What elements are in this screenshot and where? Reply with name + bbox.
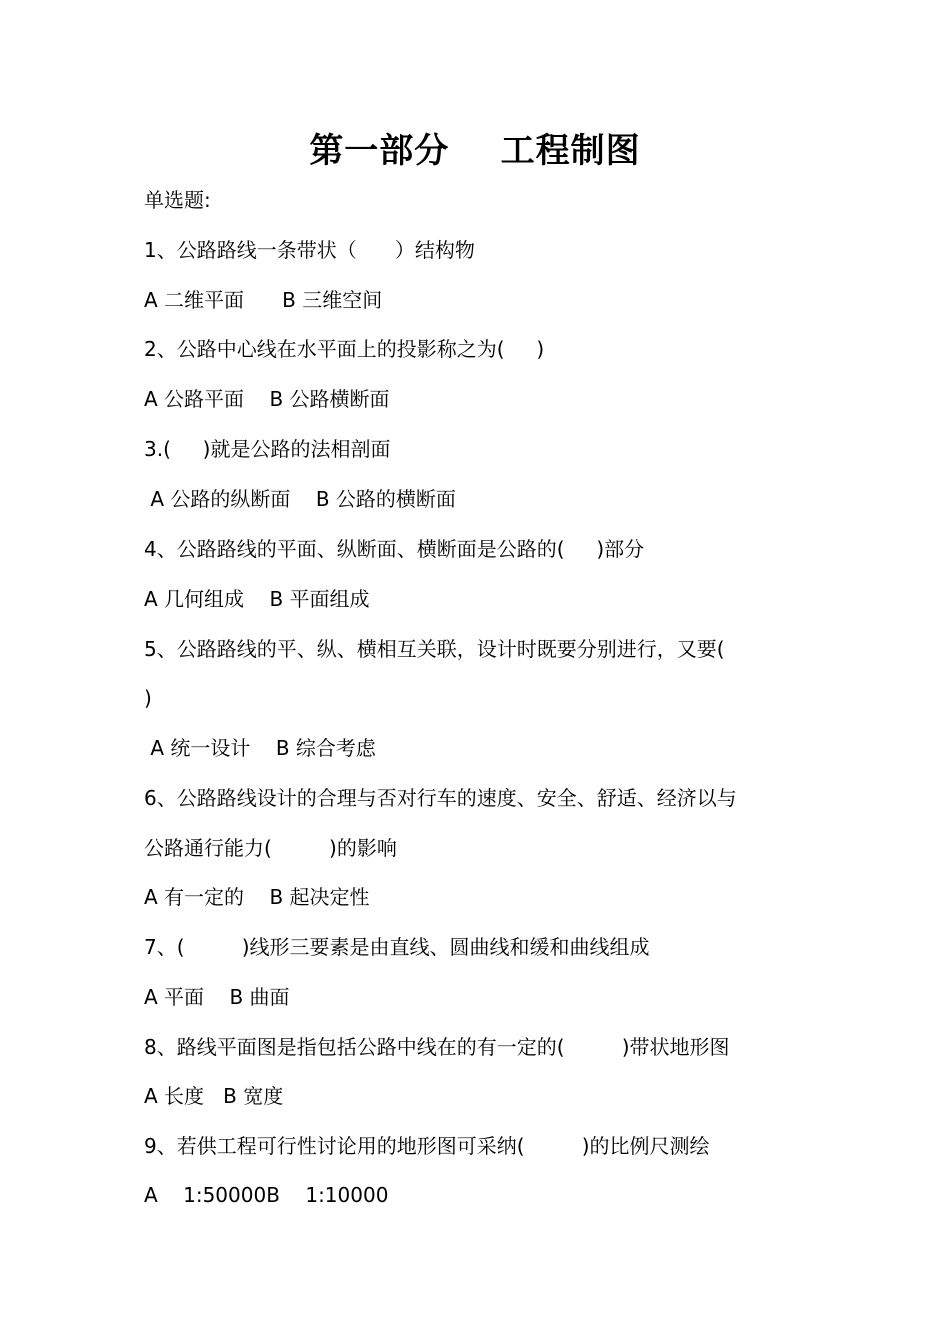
question-7: 7、( )线形三要素是由直线、圆曲线和缓和曲线组成 <box>144 935 650 959</box>
question-6-continued: 公路通行能力( )的影响 <box>144 836 397 860</box>
options-7: A 平面 B 曲面 <box>144 985 290 1009</box>
question-8: 8、路线平面图是指包括公路中线在的有一定的( )带状地形图 <box>144 1035 730 1059</box>
section-heading: 单选题: <box>144 188 211 212</box>
options-3: A 公路的纵断面 B 公路的横断面 <box>144 487 456 511</box>
options-4: A 几何组成 B 平面组成 <box>144 587 370 611</box>
page-title: 第一部分 工程制图 <box>309 131 641 171</box>
question-1: 1、公路路线一条带状（ ）结构物 <box>144 238 475 262</box>
question-6: 6、公路路线设计的合理与否对行车的速度、安全、舒适、经济以与 <box>144 786 737 810</box>
options-1: A 二维平面 B 三维空间 <box>144 288 383 312</box>
options-2: A 公路平面 B 公路横断面 <box>144 387 390 411</box>
question-2: 2、公路中心线在水平面上的投影称之为( ) <box>144 337 545 361</box>
options-8: A 长度 B 宽度 <box>144 1084 284 1108</box>
options-6: A 有一定的 B 起决定性 <box>144 885 370 909</box>
question-5: 5、公路路线的平、纵、横相互关联，设计时既要分别进行，又要( <box>144 637 725 661</box>
question-9: 9、若供工程可行性讨论用的地形图可采纳( )的比例尺测绘 <box>144 1134 710 1158</box>
question-3: 3.( )就是公路的法相剖面 <box>144 437 391 461</box>
question-4: 4、公路路线的平面、纵断面、横断面是公路的( )部分 <box>144 537 645 561</box>
question-5-continued: ) <box>144 686 152 710</box>
options-9: A 1:50000B 1:10000 <box>144 1183 389 1207</box>
options-5: A 统一设计 B 综合考虑 <box>144 736 376 760</box>
